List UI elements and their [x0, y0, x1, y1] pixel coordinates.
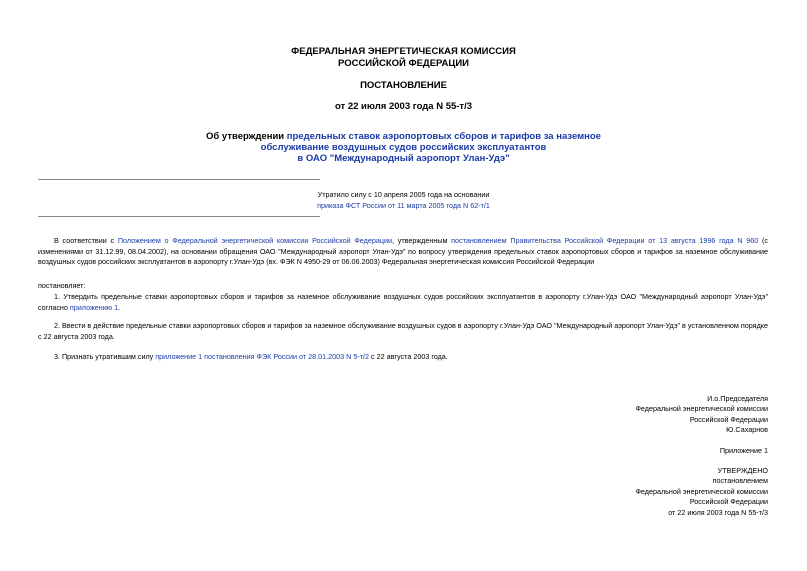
- title-prefix: Об утверждении: [206, 131, 287, 142]
- title-link-line-2[interactable]: обслуживание воздушных судов российских эксплуатантов: [260, 142, 547, 153]
- header-line-2: РОССИЙСКОЙ ФЕДЕРАЦИИ: [337, 58, 469, 69]
- document-header: [0, 46, 807, 70]
- decree-word: постановляет:: [38, 281, 86, 290]
- document-type: ПОСТАНОВЛЕНИЕ: [360, 80, 447, 91]
- signature-block: [635, 394, 768, 436]
- item-1: [38, 292, 768, 313]
- approval-title: УТВЕРЖДЕНО: [717, 466, 768, 475]
- item-1-link-appendix[interactable]: приложению 1: [69, 302, 119, 312]
- item-2: [38, 321, 768, 342]
- header-line-1: ФЕДЕРАЛЬНАЯ ЭНЕРГЕТИЧЕСКАЯ КОМИССИЯ: [291, 46, 516, 57]
- preamble-link-regulation[interactable]: Положением о Федеральной энергетической комиссии Российской Федерации: [117, 236, 392, 245]
- preamble-paragraph: [38, 236, 768, 268]
- approval-block: [635, 466, 768, 518]
- item-1-text: 1. Утвердить предельные ставки аэропортовых сборов и тарифов за наземное обслуживание воздушных судов российских эксплуатантов в аэропорту г.Улан-Удэ ОАО "Международный аэропорт Улан-Удэ" согласно: [38, 292, 768, 312]
- repeal-note: [0, 189, 807, 211]
- item-3-end: с 22 августа 2003 года.: [369, 352, 448, 361]
- item-1-end: .: [118, 302, 121, 312]
- signature-org: Федеральной энергетической комиссии: [635, 404, 768, 414]
- signature-name: Ю.Сахарнов: [726, 425, 768, 435]
- document-title: [0, 131, 807, 164]
- title-link-line-3[interactable]: в ОАО "Международный аэропорт Улан-Удэ": [297, 153, 510, 164]
- approval-line-2: Федеральной энергетической комиссии: [635, 486, 768, 496]
- item-3: [38, 352, 768, 363]
- item-3-text: 3. Признать утратившим силу: [54, 352, 156, 361]
- approval-line-1: постановлением: [712, 476, 768, 486]
- preamble-text-1: В соответствии с: [54, 236, 118, 245]
- preamble-text-2: , утвержденным: [391, 236, 452, 245]
- preamble-link-government-decree[interactable]: постановлением Правительства Российской Федерации от 13 августа 1996 года N 960: [451, 236, 759, 245]
- document-date-number: от 22 июля 2003 года N 55-т/3: [334, 101, 473, 112]
- item-2-text: 2. Ввести в действие предельные ставки аэропортовых сборов и тарифов за наземное обслуживание воздушных судов в аэропорту г.Улан-Удэ ОАО "Международный аэропорт Улан-Удэ" в установленном порядке с 22 августа 2003 года.: [38, 321, 768, 341]
- approval-line-3: Российской Федерации: [689, 497, 768, 507]
- repeal-note-link[interactable]: приказа ФСТ России от 11 марта 2005 года N 62-т/1: [317, 201, 490, 210]
- signature-country: Российской Федерации: [689, 414, 768, 424]
- separator-top: [38, 179, 320, 180]
- approval-line-4: от 22 июля 2003 года N 55-т/3: [668, 507, 768, 517]
- title-link-line-1[interactable]: предельных ставок аэропортовых сборов и тарифов за наземное: [286, 131, 601, 142]
- repeal-note-text: Утратило силу с 10 апреля 2005 года на основании: [317, 190, 490, 199]
- appendix-label: Приложение 1: [719, 446, 768, 455]
- signature-position: И.о.Председателя: [707, 394, 768, 403]
- preamble-text-3: (с изменениями от 31.12.99, 08.04.2002), на основании обращения ОАО "Международный аэропорт Улан-Удэ" по вопросу утверждения предельных ставок аэропортовых сборов и тарифов за наземное обслуживание воздушных судов российских эксплуатантов в аэропорту г.Улан-Удэ (вх. ФЭК N 4950-29 от 06.06.2003) Федеральная энергетическая комиссия Российской Федерации: [38, 236, 768, 266]
- separator-bottom: [38, 216, 320, 217]
- item-3-link-fek-decree[interactable]: приложение 1 постановления ФЭК России от 28.01.2003 N 5-т/2: [155, 352, 369, 361]
